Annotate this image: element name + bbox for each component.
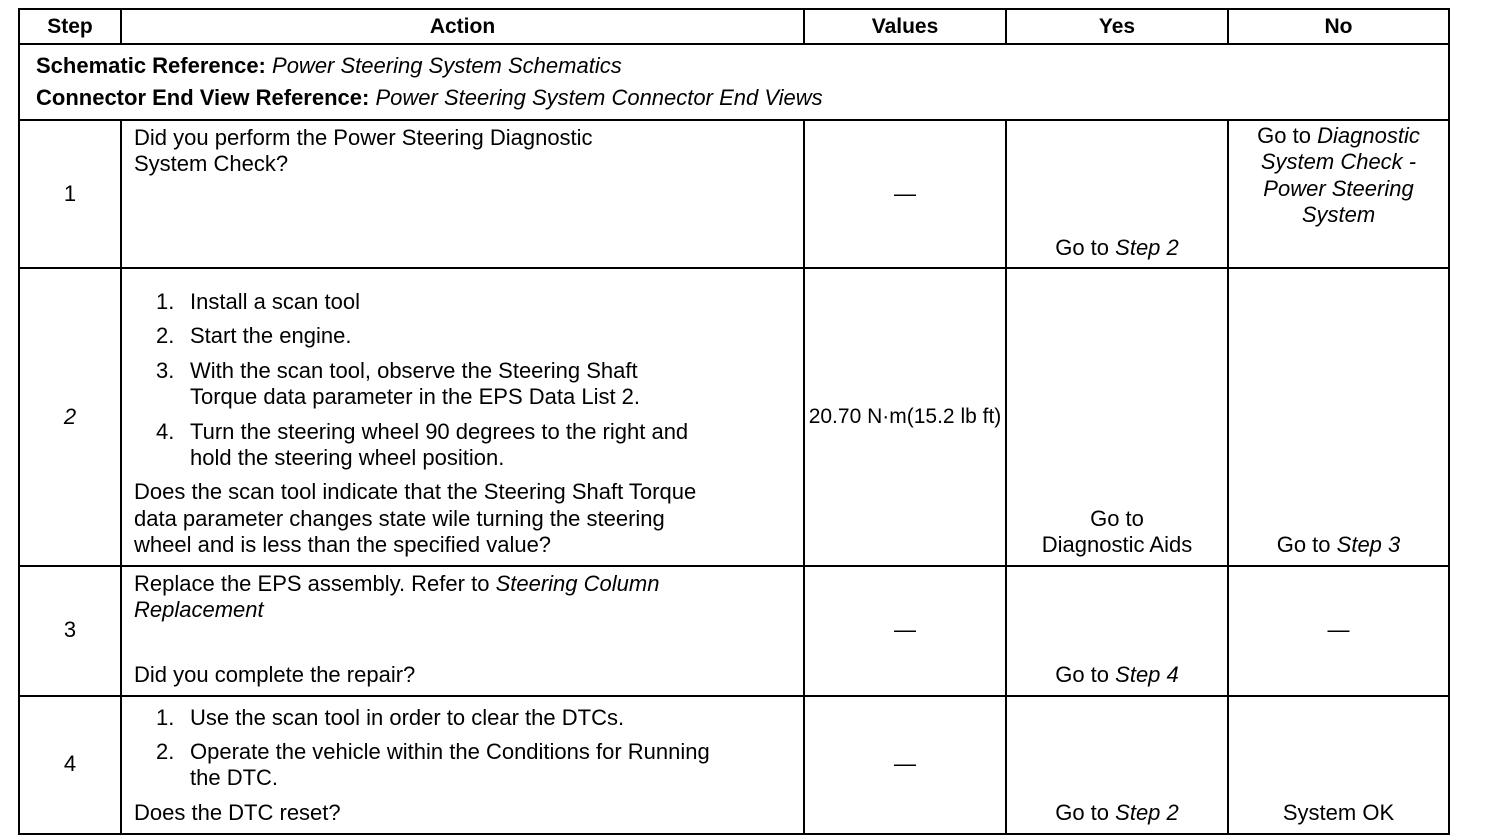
value-cell: — — [804, 696, 1006, 834]
yes-link[interactable]: Step 4 — [1115, 662, 1179, 688]
yes-prefix: Go to — [1055, 234, 1110, 260]
action-cell — [121, 268, 804, 566]
table-row — [19, 566, 1449, 696]
no-prefix: Go to — [1276, 532, 1331, 558]
instruction-link[interactable]: Replacement — [134, 596, 264, 622]
no-cell — [1228, 268, 1449, 566]
question-text — [134, 125, 793, 178]
list-item: 1. Use the scan tool in order to clear the DTCs. — [156, 704, 625, 730]
value-cell: 20.70 N·m(15.2 lb ft) — [804, 268, 1006, 566]
question-text — [134, 479, 793, 558]
yes-prefix: Go to — [1055, 662, 1110, 688]
yes-prefix: Go to — [1055, 800, 1110, 826]
instruction-list — [134, 273, 793, 479]
yes-cell — [1006, 696, 1228, 834]
schematic-reference-label: Schematic Reference: — [36, 52, 266, 78]
no-prefix: Go to — [1257, 123, 1311, 148]
no-link[interactable]: Step 3 — [1336, 532, 1401, 558]
yes-link[interactable]: Diagnostic Aids — [1041, 532, 1193, 558]
action-cell — [121, 566, 804, 696]
step-number: 1 — [19, 120, 121, 268]
list-item: 3. With the scan tool, observe the Steering Shaft Torque data parameter in the EPS Data List 2. — [156, 357, 641, 410]
no-link[interactable]: Diagnostic — [1317, 123, 1420, 148]
diagnostic-table — [18, 8, 1450, 835]
schematic-reference-link[interactable]: Power Steering System Schematics — [272, 52, 622, 78]
header-values: Values — [804, 9, 1006, 44]
no-cell — [1228, 120, 1449, 268]
reference-cell — [19, 44, 1449, 120]
action-cell — [121, 696, 804, 834]
connector-reference — [36, 82, 1432, 114]
step-number: 4 — [19, 696, 121, 834]
question-line: System Check? — [134, 151, 289, 177]
connector-reference-label: Connector End View Reference: — [36, 85, 370, 110]
instruction-text: Replace the EPS assembly. Refer to Steering Column Replacement — [134, 571, 793, 624]
question-line: Did you perform the Power Steering Diagnostic — [134, 125, 593, 150]
yes-link[interactable]: Step 2 — [1115, 800, 1179, 826]
header-action: Action — [121, 9, 804, 44]
yes-prefix: Go to — [1090, 505, 1144, 531]
yes-link[interactable]: Step 2 — [1115, 234, 1179, 260]
question-text: Does the DTC reset? — [134, 800, 341, 826]
header-row — [19, 9, 1449, 44]
header-yes: Yes — [1006, 9, 1228, 44]
table-row — [19, 120, 1449, 268]
no-link[interactable]: System Check - — [1260, 149, 1417, 175]
list-item: 4. Turn the steering wheel 90 degrees to the right and hold the steering wheel position. — [156, 418, 689, 470]
question-line: wheel and is less than the specified value? — [134, 532, 552, 558]
question-line: Does the scan tool indicate that the Steering Shaft Torque — [134, 479, 697, 505]
no-link[interactable]: Power Steering — [1263, 175, 1414, 201]
list-item: 2. Start the engine. — [156, 323, 352, 349]
question-line: data parameter changes state wile turning the steering — [134, 505, 665, 531]
no-cell: — — [1228, 566, 1449, 696]
no-cell: System OK — [1228, 696, 1449, 834]
action-cell — [121, 120, 804, 268]
connector-reference-link[interactable]: Power Steering System Connector End Views — [375, 85, 823, 110]
instruction-link[interactable]: Steering Column — [495, 570, 660, 596]
yes-cell — [1006, 120, 1228, 268]
question-text: Did you complete the repair? — [134, 662, 416, 688]
value-cell: — — [804, 566, 1006, 696]
step-number: 2 — [19, 268, 121, 566]
value-cell: — — [804, 120, 1006, 268]
header-no: No — [1228, 9, 1449, 44]
yes-cell — [1006, 566, 1228, 696]
table-row — [19, 268, 1449, 566]
list-item: 2. Operate the vehicle within the Conditions for Running the DTC. — [156, 738, 710, 791]
list-item: 1. Install a scan tool — [156, 289, 360, 314]
step-number: 3 — [19, 566, 121, 696]
header-step: Step — [19, 9, 121, 44]
table-row — [19, 696, 1449, 834]
schematic-reference — [36, 50, 1432, 82]
reference-row — [19, 44, 1449, 120]
no-link[interactable]: System — [1301, 202, 1376, 228]
yes-cell — [1006, 268, 1228, 566]
instruction-list — [134, 701, 793, 800]
